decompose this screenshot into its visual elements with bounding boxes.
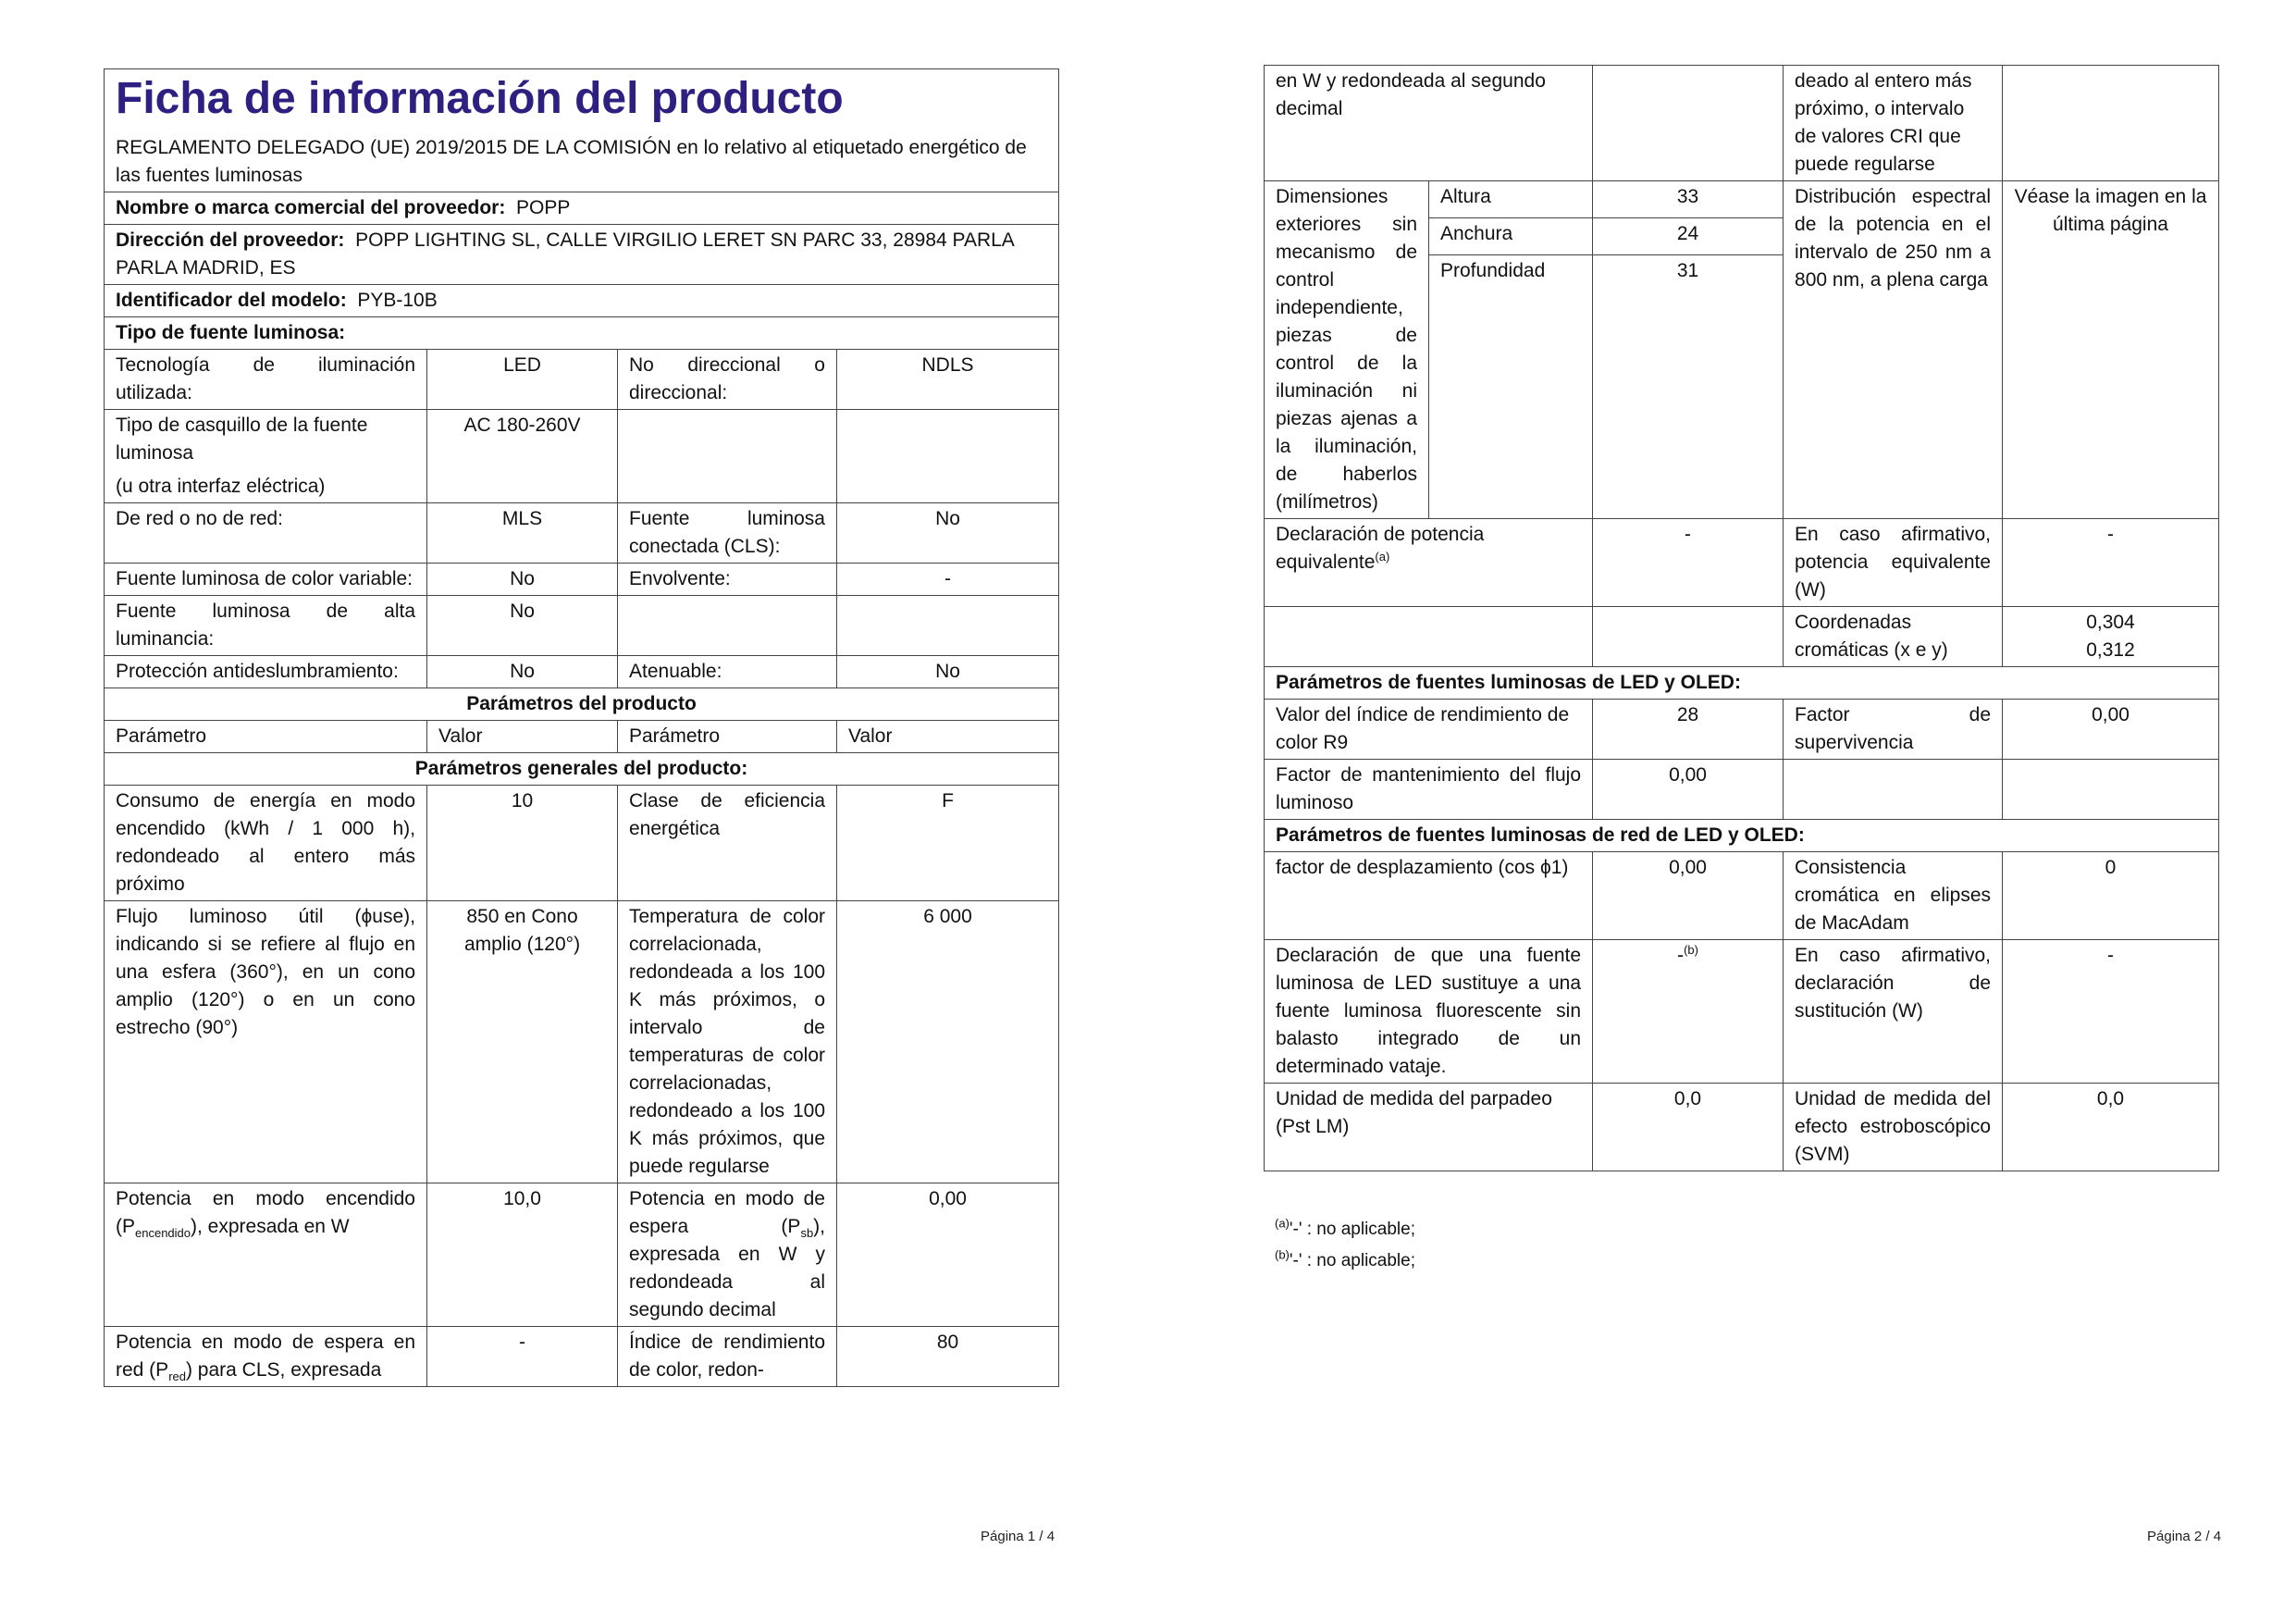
supplier-value: POPP xyxy=(515,197,571,218)
net-standby-label-b: ) para CLS, expresada xyxy=(185,1359,382,1381)
chroma-y: 0,312 xyxy=(2086,639,2135,661)
class-value: F xyxy=(837,786,1059,901)
product-info-table-page-1 xyxy=(104,68,1059,1387)
width-value: 24 xyxy=(1593,218,1784,255)
high-luminance-value: No xyxy=(427,596,618,656)
standby-label-a: Potencia en modo de espera (P xyxy=(629,1188,825,1237)
on-power-value: 10,0 xyxy=(427,1183,618,1327)
col-header-value: Valor xyxy=(837,721,1059,753)
footnote-a-mark: (a) xyxy=(1275,1216,1290,1231)
footnote-a-text: '-' : no aplicable; xyxy=(1289,1220,1415,1239)
equiv-power-label: Declaración de potencia equivalente xyxy=(1276,524,1485,573)
empty-cell xyxy=(618,596,837,656)
r9-label: Valor del índice de rendimiento de color R9 xyxy=(1265,700,1593,760)
stroboscopic-label: Unidad de medida del efecto estroboscópico (SVM) xyxy=(1784,1084,2003,1171)
ndls-label: No direccional o direccional: xyxy=(618,350,837,410)
col-header-param: Parámetro xyxy=(618,721,837,753)
tech-value: LED xyxy=(427,350,618,410)
flux-label: Flujo luminoso útil (ϕuse), indicando si se refiere al flujo en una esfera (360°), en un cono amplio (120°) o en un cono estrecho (90°) xyxy=(105,901,427,1183)
cap-label: Tipo de casquillo de la fuente luminosa xyxy=(116,415,368,464)
energy-value: 10 xyxy=(427,786,618,901)
equiv-power-value: - xyxy=(1593,519,1784,607)
product-params-header: Parámetros del producto xyxy=(105,688,1059,721)
footnote-a xyxy=(1275,1214,1415,1245)
net-standby-value: - xyxy=(427,1327,618,1387)
mains-label: De red o no de red: xyxy=(105,503,427,564)
regulation-subtitle: REGLAMENTO DELEGADO (UE) 2019/2015 DE LA COMISIÓN en lo relativo al etiquetado energético de las fuentes luminosas xyxy=(116,137,1027,186)
empty-cell xyxy=(618,410,837,503)
replacement-label: Declaración de que una fuente luminosa de LED sustituye a una fuente luminosa fluorescente sin balasto integrado de un determinado vataje. xyxy=(1265,940,1593,1084)
product-info-table-page-2 xyxy=(1264,65,2219,1171)
net-standby-label-a: Potencia en modo de espera en red (P xyxy=(116,1332,415,1381)
survival-value: 0,00 xyxy=(2003,700,2219,760)
width-label: Anchura xyxy=(1429,218,1593,255)
tech-label: Tecnología de iluminación utilizada: xyxy=(105,350,427,410)
glare-value: No xyxy=(427,656,618,688)
on-power-label xyxy=(105,1183,427,1327)
standby-power-label xyxy=(618,1183,837,1327)
replacement-sup: (b) xyxy=(1684,943,1698,957)
cct-label: Temperatura de color correlacionada, redondeada a los 100 K más próximos, o intervalo de temperaturas de color correlacionadas, redondeado a los 100 K más próximos, que puede regularse xyxy=(618,901,837,1183)
cri-label: Índice de rendimiento de color, redon- xyxy=(618,1327,837,1387)
source-type-header: Tipo de fuente luminosa: xyxy=(105,317,1059,350)
col-header-param: Parámetro xyxy=(105,721,427,753)
model-value: PYB-10B xyxy=(357,290,438,311)
equiv-power-sup: (a) xyxy=(1375,550,1390,564)
high-luminance-label: Fuente luminosa de alta luminancia: xyxy=(105,596,427,656)
energy-label: Consumo de energía en modo encendido (kWh / 1 000 h), redondeado al entero más próximo xyxy=(105,786,427,901)
address-label: Dirección del proveedor: xyxy=(116,229,345,251)
empty-cell xyxy=(1593,66,1784,181)
stroboscopic-value: 0,0 xyxy=(2003,1084,2219,1171)
cap-label-cell xyxy=(105,410,427,503)
r9-value: 28 xyxy=(1593,700,1784,760)
replacement-yes-value: - xyxy=(2003,940,2219,1084)
equiv-yes-label: En caso afirmativo, potencia equivalente (W) xyxy=(1784,519,2003,607)
replacement-value-cell xyxy=(1593,940,1784,1084)
depth-label: Profundidad xyxy=(1429,255,1593,519)
cct-value: 6 000 xyxy=(837,901,1059,1183)
spectral-label: Distribución espectral de la potencia en el intervalo de 250 nm a 800 nm, a plena carga xyxy=(1784,181,2003,519)
dimensions-label: Dimensiones exteriores sin mecanismo de control independiente, piezas de control de la iluminación ni piezas ajenas a la iluminación, de haberlos (milímetros) xyxy=(1265,181,1429,519)
footnote-b-text: '-' : no aplicable; xyxy=(1289,1251,1415,1270)
envelope-label: Envolvente: xyxy=(618,564,837,596)
empty-cell xyxy=(837,596,1059,656)
height-label: Altura xyxy=(1429,181,1593,218)
page-number: Página 1 / 4 xyxy=(981,1529,1055,1544)
empty-cell xyxy=(1265,607,1593,667)
standby-sub: sb xyxy=(800,1226,814,1241)
spectral-value: Véase la imagen en la última página xyxy=(2003,181,2219,519)
displacement-label: factor de desplazamiento (cos ϕ1) xyxy=(1265,852,1593,940)
title-cell xyxy=(105,69,1059,192)
empty-cell xyxy=(837,410,1059,503)
standby-continued: en W y redondeada al segundo decimal xyxy=(1265,66,1593,181)
colour-value: No xyxy=(427,564,618,596)
macadam-value: 0 xyxy=(2003,852,2219,940)
standby-label-b: ), expresada en W y redondeada al segundo decimal xyxy=(629,1216,825,1320)
col-header-value: Valor xyxy=(427,721,618,753)
flicker-value: 0,0 xyxy=(1593,1084,1784,1171)
empty-cell xyxy=(1593,607,1784,667)
page-2 xyxy=(1148,0,2296,1623)
dimmable-label: Atenuable: xyxy=(618,656,837,688)
flicker-label: Unidad de medida del parpadeo (Pst LM) xyxy=(1265,1084,1593,1171)
cap-value: AC 180-260V xyxy=(427,410,618,503)
standby-power-value: 0,00 xyxy=(837,1183,1059,1327)
net-standby-label xyxy=(105,1327,427,1387)
on-power-label-b: ), expresada en W xyxy=(191,1216,350,1237)
net-standby-sub: red xyxy=(168,1369,186,1384)
supplier-label: Nombre o marca comercial del proveedor: xyxy=(116,197,506,218)
ndls-value: NDLS xyxy=(837,350,1059,410)
address-row xyxy=(105,225,1059,285)
empty-cell xyxy=(1784,760,2003,820)
chroma-label: Coordenadas cromáticas (x e y) xyxy=(1784,607,2003,667)
cls-value: No xyxy=(837,503,1059,564)
depth-value: 31 xyxy=(1593,255,1784,519)
document-title: Ficha de información del producto xyxy=(116,74,844,123)
chroma-value-cell xyxy=(2003,607,2219,667)
maintenance-label: Factor de mantenimiento del flujo luminoso xyxy=(1265,760,1593,820)
model-row xyxy=(105,285,1059,317)
supplier-row xyxy=(105,192,1059,225)
displacement-value: 0,00 xyxy=(1593,852,1784,940)
macadam-label: Consistencia cromática en elipses de MacAdam xyxy=(1784,852,2003,940)
flux-value: 850 en Cono amplio (120°) xyxy=(427,901,618,1183)
mains-led-params-header: Parámetros de fuentes luminosas de red de LED y OLED: xyxy=(1265,820,2219,852)
colour-label: Fuente luminosa de color variable: xyxy=(105,564,427,596)
class-label: Clase de eficiencia energética xyxy=(618,786,837,901)
cri-continued: deado al entero más próximo, o intervalo de valores CRI que puede regularse xyxy=(1784,66,2003,181)
cri-value: 80 xyxy=(837,1327,1059,1387)
cap-label-note: (u otra interfaz eléctrica) xyxy=(116,476,326,497)
led-params-header: Parámetros de fuentes luminosas de LED y OLED: xyxy=(1265,667,2219,700)
maintenance-value: 0,00 xyxy=(1593,760,1784,820)
height-value: 33 xyxy=(1593,181,1784,218)
survival-label: Factor de supervivencia xyxy=(1784,700,2003,760)
general-params-header: Parámetros generales del producto: xyxy=(105,753,1059,786)
empty-cell xyxy=(2003,66,2219,181)
cls-label: Fuente luminosa conectada (CLS): xyxy=(618,503,837,564)
chroma-x: 0,304 xyxy=(2086,612,2135,633)
envelope-value: - xyxy=(837,564,1059,596)
on-power-label-a: Potencia en modo encendido (P xyxy=(116,1188,415,1237)
address-value: POPP LIGHTING SL, CALLE VIRGILIO LERET SN PARC 33, 28984 PARLA PARLA MADRID, ES xyxy=(116,229,1014,279)
dimmable-value: No xyxy=(837,656,1059,688)
on-power-sub: encendido xyxy=(135,1226,191,1241)
model-label: Identificador del modelo: xyxy=(116,290,347,311)
glare-label: Protección antideslumbramiento: xyxy=(105,656,427,688)
footnote-b xyxy=(1275,1245,1415,1277)
footnote-b-mark: (b) xyxy=(1275,1247,1290,1262)
replacement-yes-label: En caso afirmativo, declaración de sustitución (W) xyxy=(1784,940,2003,1084)
empty-cell xyxy=(2003,760,2219,820)
equiv-power-label-cell xyxy=(1265,519,1593,607)
page-number: Página 2 / 4 xyxy=(2147,1529,2222,1544)
equiv-yes-value: - xyxy=(2003,519,2219,607)
replacement-value: - xyxy=(1677,945,1685,966)
footnotes xyxy=(1275,1214,1415,1277)
mains-value: MLS xyxy=(427,503,618,564)
